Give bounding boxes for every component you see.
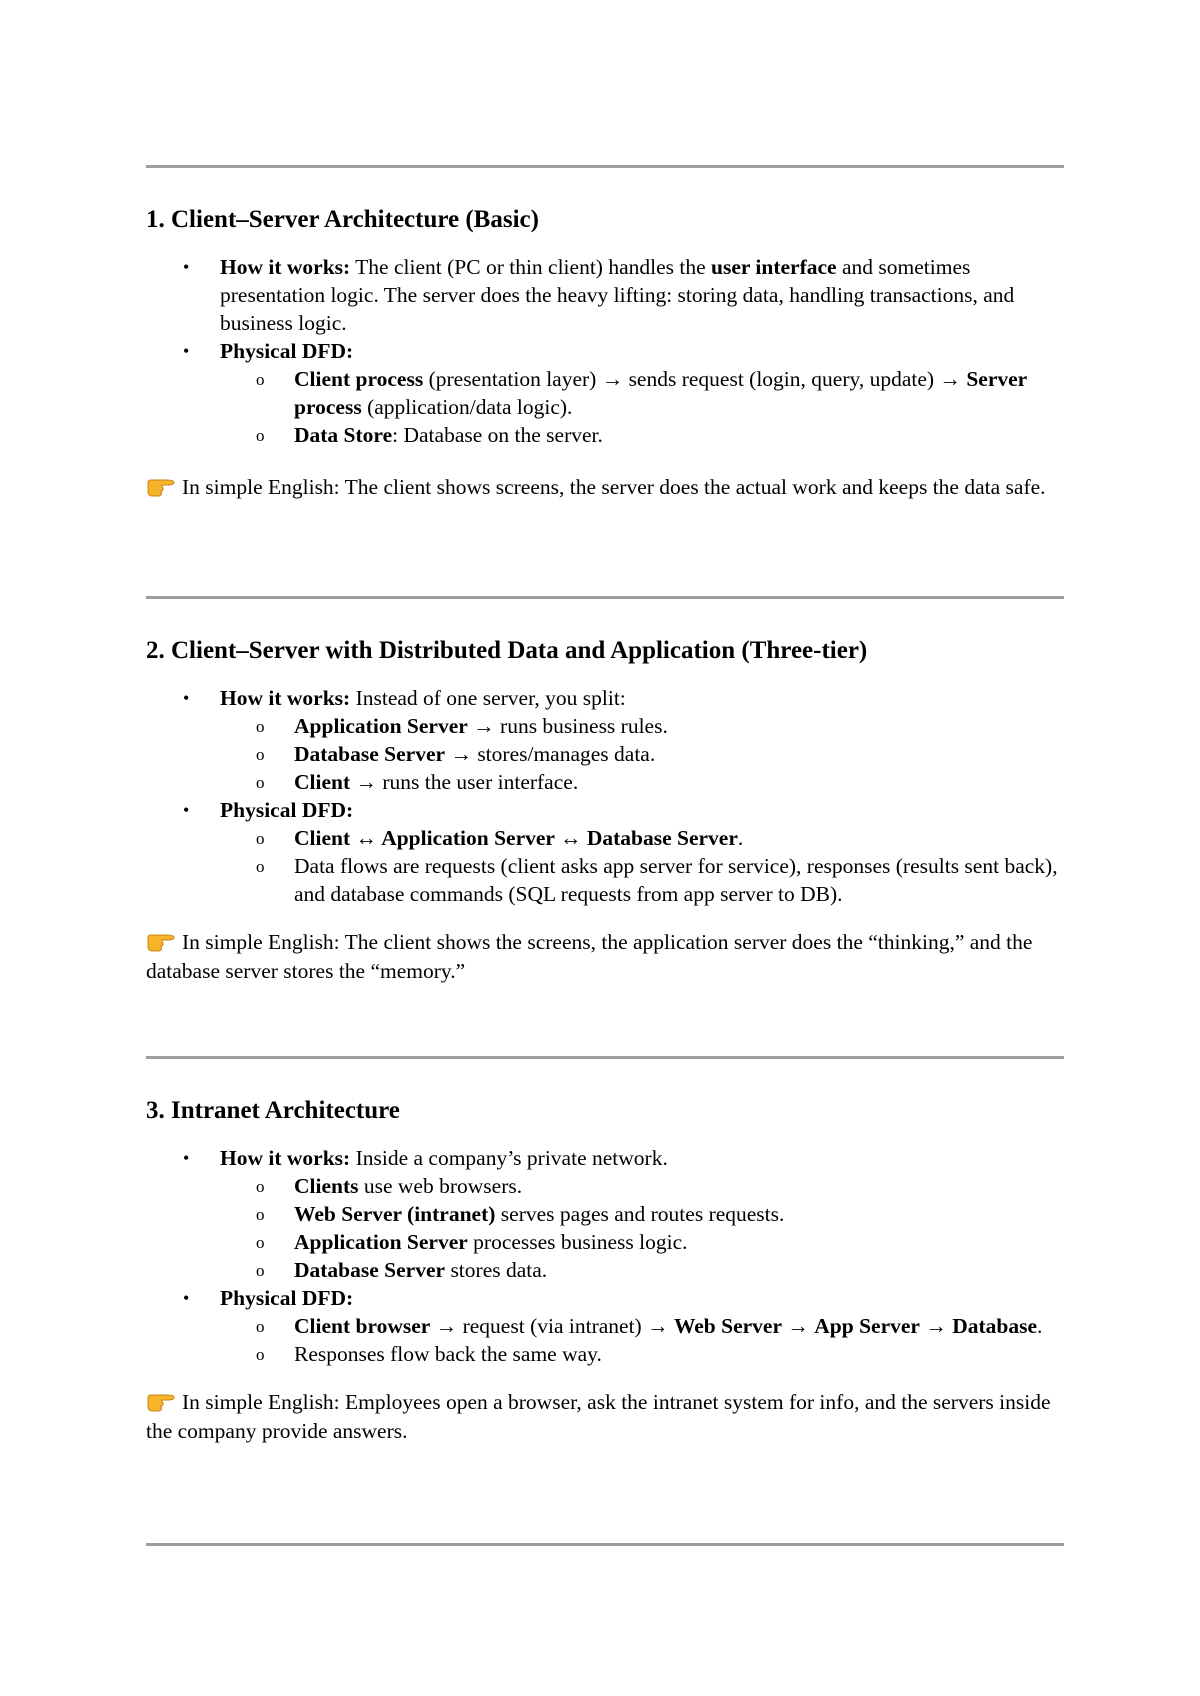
horizontal-rule <box>146 1543 1064 1546</box>
simple-english-note: In simple English: The client shows the screens, the application server does the “thinking,” and the database server stores the “memory.” <box>146 930 1033 983</box>
pointing-hand-icon <box>146 929 176 953</box>
sub-bullet: o <box>256 1345 265 1364</box>
sub-bullet: o <box>256 1177 265 1196</box>
sub-bullet: o <box>256 370 265 389</box>
sub-list-item: o Client → runs the user interface. <box>146 768 1064 796</box>
sub-bullet: o <box>256 857 265 876</box>
sub-bullet: o <box>256 829 265 848</box>
section-3 <box>146 1096 1064 1446</box>
sub-list-item: o Application Server → runs business rules. <box>146 712 1064 740</box>
section-title: 1. Client–Server Architecture (Basic) <box>146 206 539 233</box>
bullet: • <box>183 257 190 277</box>
sub-list-item: o Data Store: Database on the server. <box>146 421 1064 449</box>
list-item: • How it works: The client (PC or thin client) handles the user interface and sometimes presentation logic. The server does the heavy lifting: storing data, handling transactions, and business logic. <box>183 255 1015 335</box>
sub-bullet: o <box>256 745 265 764</box>
section-title: 3. Intranet Architecture <box>146 1097 400 1124</box>
pointing-hand-icon <box>146 1389 176 1413</box>
section-2 <box>146 636 1064 986</box>
sub-list-item: o Client process (presentation layer) → sends request (login, query, update) → Server process (application/data logic). <box>256 367 1027 419</box>
section-1 <box>146 205 1064 502</box>
sub-list-item: o Responses flow back the same way. <box>146 1340 1064 1368</box>
list-item: • How it works: Instead of one server, you split: o Application Server → runs business rules. o Database Server → stores/manages data. o Client → runs the user interface. <box>146 684 1064 796</box>
sub-list-item: o Database Server stores data. <box>146 1256 1064 1284</box>
sub-list-item: o Data flows are requests (client asks app server for service), responses (results sent back), and database commands (SQL requests from app server to DB). <box>256 854 1058 906</box>
bullet: • <box>183 1148 190 1168</box>
bullet: • <box>183 1288 190 1308</box>
list-item: • Physical DFD: o Client process (presentation layer) → sends request (login, query, update) → Server process (application/data logic). o Data Store: Database on the server. <box>146 337 1064 449</box>
pointing-hand-icon <box>146 474 176 498</box>
horizontal-rule <box>146 165 1064 168</box>
sub-bullet: o <box>256 1261 265 1280</box>
sub-list-item: o Application Server processes business logic. <box>146 1228 1064 1256</box>
sub-list-item: o Clients use web browsers. <box>146 1172 1064 1200</box>
simple-english-note: In simple English: Employees open a browser, ask the intranet system for info, and the servers inside the company provide answers. <box>146 1390 1051 1443</box>
sub-bullet: o <box>256 426 265 445</box>
sub-bullet: o <box>256 1317 265 1336</box>
bullet: • <box>183 800 190 820</box>
sub-bullet: o <box>256 1233 265 1252</box>
bullet: • <box>183 341 190 361</box>
simple-english-note: In simple English: The client shows screens, the server does the actual work and keeps the data safe. <box>146 473 1064 502</box>
bullet: • <box>183 688 190 708</box>
sub-bullet: o <box>256 773 265 792</box>
horizontal-rule <box>146 596 1064 599</box>
sub-list-item: o Client browser → request (via intranet) → Web Server → App Server → Database. <box>146 1312 1064 1340</box>
sub-bullet: o <box>256 717 265 736</box>
list-item: • Physical DFD: o Client browser → request (via intranet) → Web Server → App Server → Database. o Responses flow back the same way. <box>146 1284 1064 1368</box>
sub-list-item: o Database Server → stores/manages data. <box>146 740 1064 768</box>
list-item: • Physical DFD: o Client ↔ Application Server ↔ Database Server. o Data flows are requests (client asks app server for service), responses (results sent back), and database commands (SQL requests from app server to DB). <box>146 796 1064 908</box>
section-title: 2. Client–Server with Distributed Data and Application (Three-tier) <box>146 637 868 664</box>
list-item: • How it works: Inside a company’s private network. o Clients use web browsers. o Web Server (intranet) serves pages and routes requests. o Application Server processes business logic. o Database Server stores data. <box>146 1144 1064 1284</box>
sub-bullet: o <box>256 1205 265 1224</box>
horizontal-rule <box>146 1056 1064 1059</box>
sub-list-item: o Client ↔ Application Server ↔ Database Server. <box>146 824 1064 852</box>
sub-list-item: o Web Server (intranet) serves pages and routes requests. <box>146 1200 1064 1228</box>
